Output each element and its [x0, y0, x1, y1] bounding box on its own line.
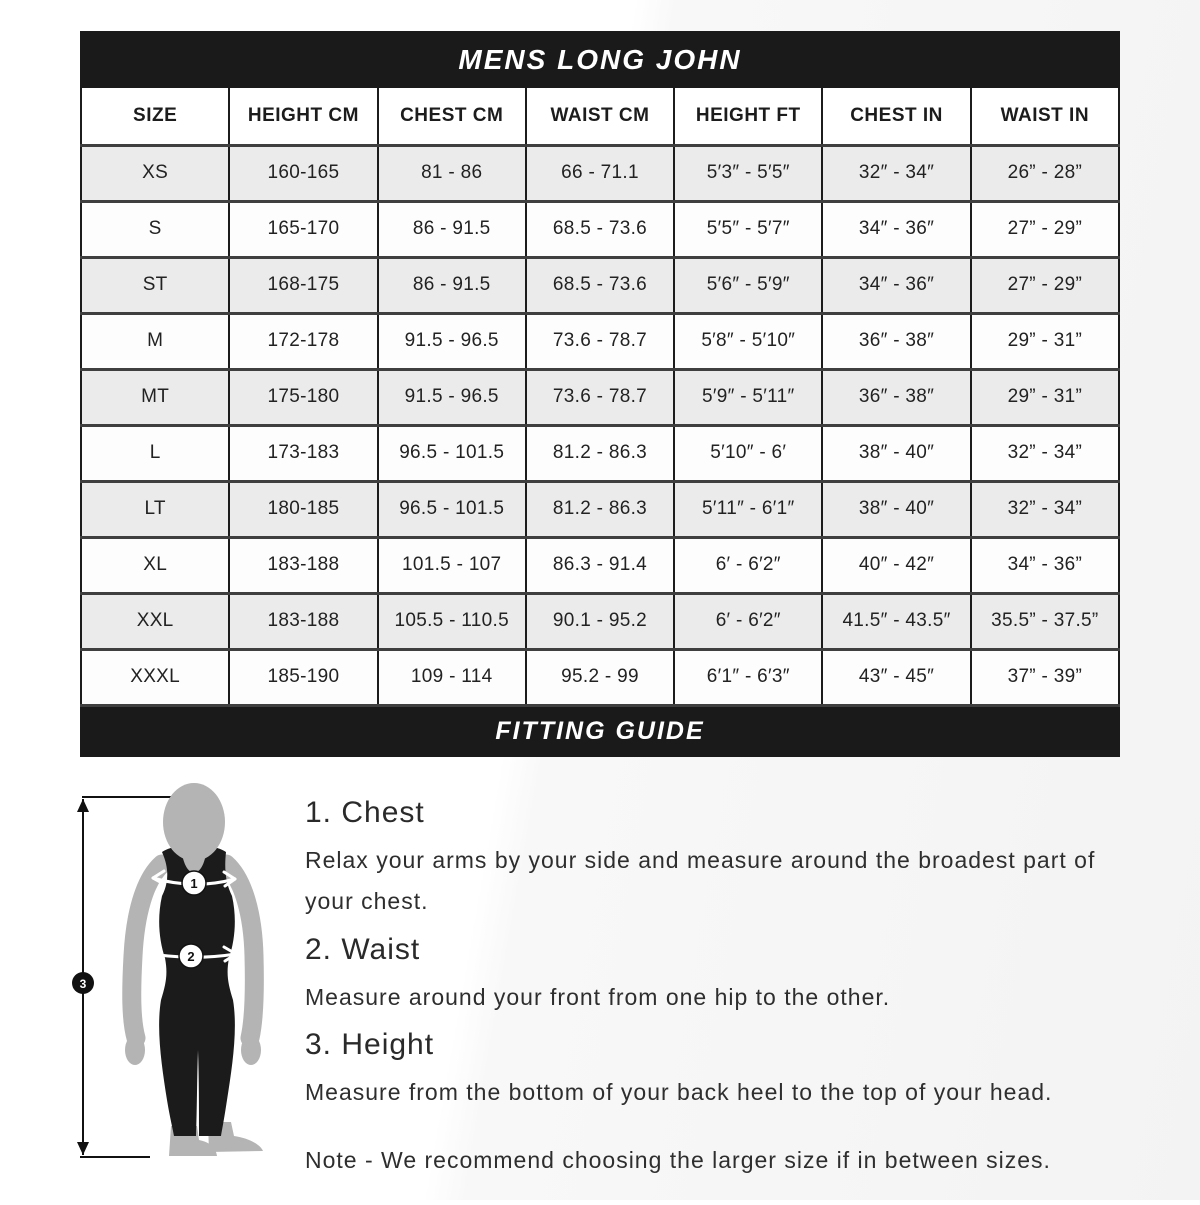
table-row: [81, 537, 1119, 593]
chart-title-banner: [80, 31, 1120, 88]
body-diagram: [58, 778, 290, 1200]
size-value-cell: 165-170: [229, 201, 377, 257]
column-header: WAIST CM: [526, 88, 674, 145]
size-value-cell: 68.5 - 73.6: [526, 201, 674, 257]
size-value-cell: 34″ - 36″: [822, 257, 970, 313]
size-value-cell: 32” - 34”: [971, 425, 1119, 481]
size-value-cell: 105.5 - 110.5: [378, 593, 526, 649]
guide-body-chest: Relax your arms by your side and measure around the broadest part of your chest.: [305, 847, 1096, 915]
size-value-cell: 81.2 - 86.3: [526, 481, 674, 537]
size-value-cell: 81.2 - 86.3: [526, 425, 674, 481]
guide-body-height: Measure from the bottom of your back heel to the top of your head.: [305, 1079, 1053, 1106]
guide-heading-waist: 2. Waist: [305, 932, 421, 966]
size-value-cell: 32” - 34”: [971, 481, 1119, 537]
size-value-cell: 86 - 91.5: [378, 257, 526, 313]
size-value-cell: 35.5” - 37.5”: [971, 593, 1119, 649]
guide-body-waist: Measure around your front from one hip to the other.: [305, 983, 891, 1010]
size-value-cell: 27” - 29”: [971, 257, 1119, 313]
size-value-cell: 36″ - 38″: [822, 369, 970, 425]
size-value-cell: 5′11″ - 6′1″: [674, 481, 822, 537]
size-value-cell: 5′6″ - 5′9″: [674, 257, 822, 313]
size-value-cell: 6′ - 6′2″: [674, 537, 822, 593]
size-value-cell: 96.5 - 101.5: [378, 425, 526, 481]
size-value-cell: 41.5″ - 43.5″: [822, 593, 970, 649]
table-header-row: [81, 88, 1119, 145]
chart-title: MENS LONG JOHN: [458, 43, 742, 75]
size-value-cell: 32″ - 34″: [822, 145, 970, 201]
size-label-cell: LT: [81, 481, 229, 537]
size-value-cell: 68.5 - 73.6: [526, 257, 674, 313]
size-value-cell: 37” - 39”: [971, 649, 1119, 705]
column-header: HEIGHT FT: [674, 88, 822, 145]
size-value-cell: 5′5″ - 5′7″: [674, 201, 822, 257]
size-value-cell: 6′ - 6′2″: [674, 593, 822, 649]
waist-marker-label: 2: [187, 949, 195, 964]
size-value-cell: 6′1″ - 6′3″: [674, 649, 822, 705]
size-value-cell: 73.6 - 78.7: [526, 313, 674, 369]
size-value-cell: 90.1 - 95.2: [526, 593, 674, 649]
size-chart: [80, 31, 1120, 757]
fitting-guide-text: [305, 792, 1200, 1191]
table-row: [81, 201, 1119, 257]
size-value-cell: 173-183: [229, 425, 377, 481]
body-head: [163, 783, 225, 861]
size-value-cell: 40″ - 42″: [822, 537, 970, 593]
size-value-cell: 183-188: [229, 593, 377, 649]
size-value-cell: 168-175: [229, 257, 377, 313]
table-row: [81, 145, 1119, 201]
size-value-cell: 183-188: [229, 537, 377, 593]
size-value-cell: 101.5 - 107: [378, 537, 526, 593]
table-row: [81, 313, 1119, 369]
size-label-cell: L: [81, 425, 229, 481]
size-value-cell: 5′10″ - 6′: [674, 425, 822, 481]
size-value-cell: 36″ - 38″: [822, 313, 970, 369]
size-value-cell: 5′3″ - 5′5″: [674, 145, 822, 201]
size-value-cell: 95.2 - 99: [526, 649, 674, 705]
size-value-cell: 73.6 - 78.7: [526, 369, 674, 425]
column-header: CHEST CM: [378, 88, 526, 145]
size-label-cell: XXXL: [81, 649, 229, 705]
size-value-cell: 27” - 29”: [971, 201, 1119, 257]
size-label-cell: ST: [81, 257, 229, 313]
fitting-guide-title: FITTING GUIDE: [495, 717, 705, 745]
size-value-cell: 172-178: [229, 313, 377, 369]
table-row: [81, 481, 1119, 537]
size-value-cell: 96.5 - 101.5: [378, 481, 526, 537]
size-value-cell: 38″ - 40″: [822, 481, 970, 537]
size-value-cell: 5′8″ - 5′10″: [674, 313, 822, 369]
arrow-up-icon: [77, 799, 89, 812]
size-value-cell: 91.5 - 96.5: [378, 369, 526, 425]
table-row: [81, 369, 1119, 425]
chest-marker-label: 1: [190, 876, 198, 891]
size-value-cell: 43″ - 45″: [822, 649, 970, 705]
size-label-cell: S: [81, 201, 229, 257]
fitting-guide-banner: [80, 707, 1120, 757]
guide-note: Note - We recommend choosing the larger size if in between sizes.: [305, 1146, 1051, 1173]
size-value-cell: 34” - 36”: [971, 537, 1119, 593]
table-row: [81, 425, 1119, 481]
size-table: [80, 88, 1120, 707]
column-header: SIZE: [81, 88, 229, 145]
size-label-cell: MT: [81, 369, 229, 425]
arrow-down-icon: [77, 1142, 89, 1155]
size-label-cell: XXL: [81, 593, 229, 649]
size-value-cell: 81 - 86: [378, 145, 526, 201]
guide-heading-height: 3. Height: [305, 1028, 435, 1062]
table-row: [81, 593, 1119, 649]
size-value-cell: 29” - 31”: [971, 369, 1119, 425]
size-value-cell: 86.3 - 91.4: [526, 537, 674, 593]
column-header: HEIGHT CM: [229, 88, 377, 145]
size-value-cell: 109 - 114: [378, 649, 526, 705]
size-value-cell: 38″ - 40″: [822, 425, 970, 481]
table-row: [81, 257, 1119, 313]
size-value-cell: 91.5 - 96.5: [378, 313, 526, 369]
column-header: WAIST IN: [971, 88, 1119, 145]
size-value-cell: 180-185: [229, 481, 377, 537]
size-label-cell: XL: [81, 537, 229, 593]
size-value-cell: 34″ - 36″: [822, 201, 970, 257]
left-hand: [125, 1035, 145, 1065]
size-value-cell: 66 - 71.1: [526, 145, 674, 201]
table-row: [81, 649, 1119, 705]
measurement-figure: [58, 778, 290, 1200]
size-label-cell: M: [81, 313, 229, 369]
size-value-cell: 185-190: [229, 649, 377, 705]
size-value-cell: 29” - 31”: [971, 313, 1119, 369]
size-value-cell: 86 - 91.5: [378, 201, 526, 257]
size-value-cell: 175-180: [229, 369, 377, 425]
size-value-cell: 26” - 28”: [971, 145, 1119, 201]
guide-heading-chest: 1. Chest: [305, 796, 425, 829]
column-header: CHEST IN: [822, 88, 970, 145]
size-value-cell: 160-165: [229, 145, 377, 201]
size-label-cell: XS: [81, 145, 229, 201]
right-hand: [241, 1035, 261, 1065]
height-marker-label: 3: [79, 977, 87, 991]
size-value-cell: 5′9″ - 5′11″: [674, 369, 822, 425]
